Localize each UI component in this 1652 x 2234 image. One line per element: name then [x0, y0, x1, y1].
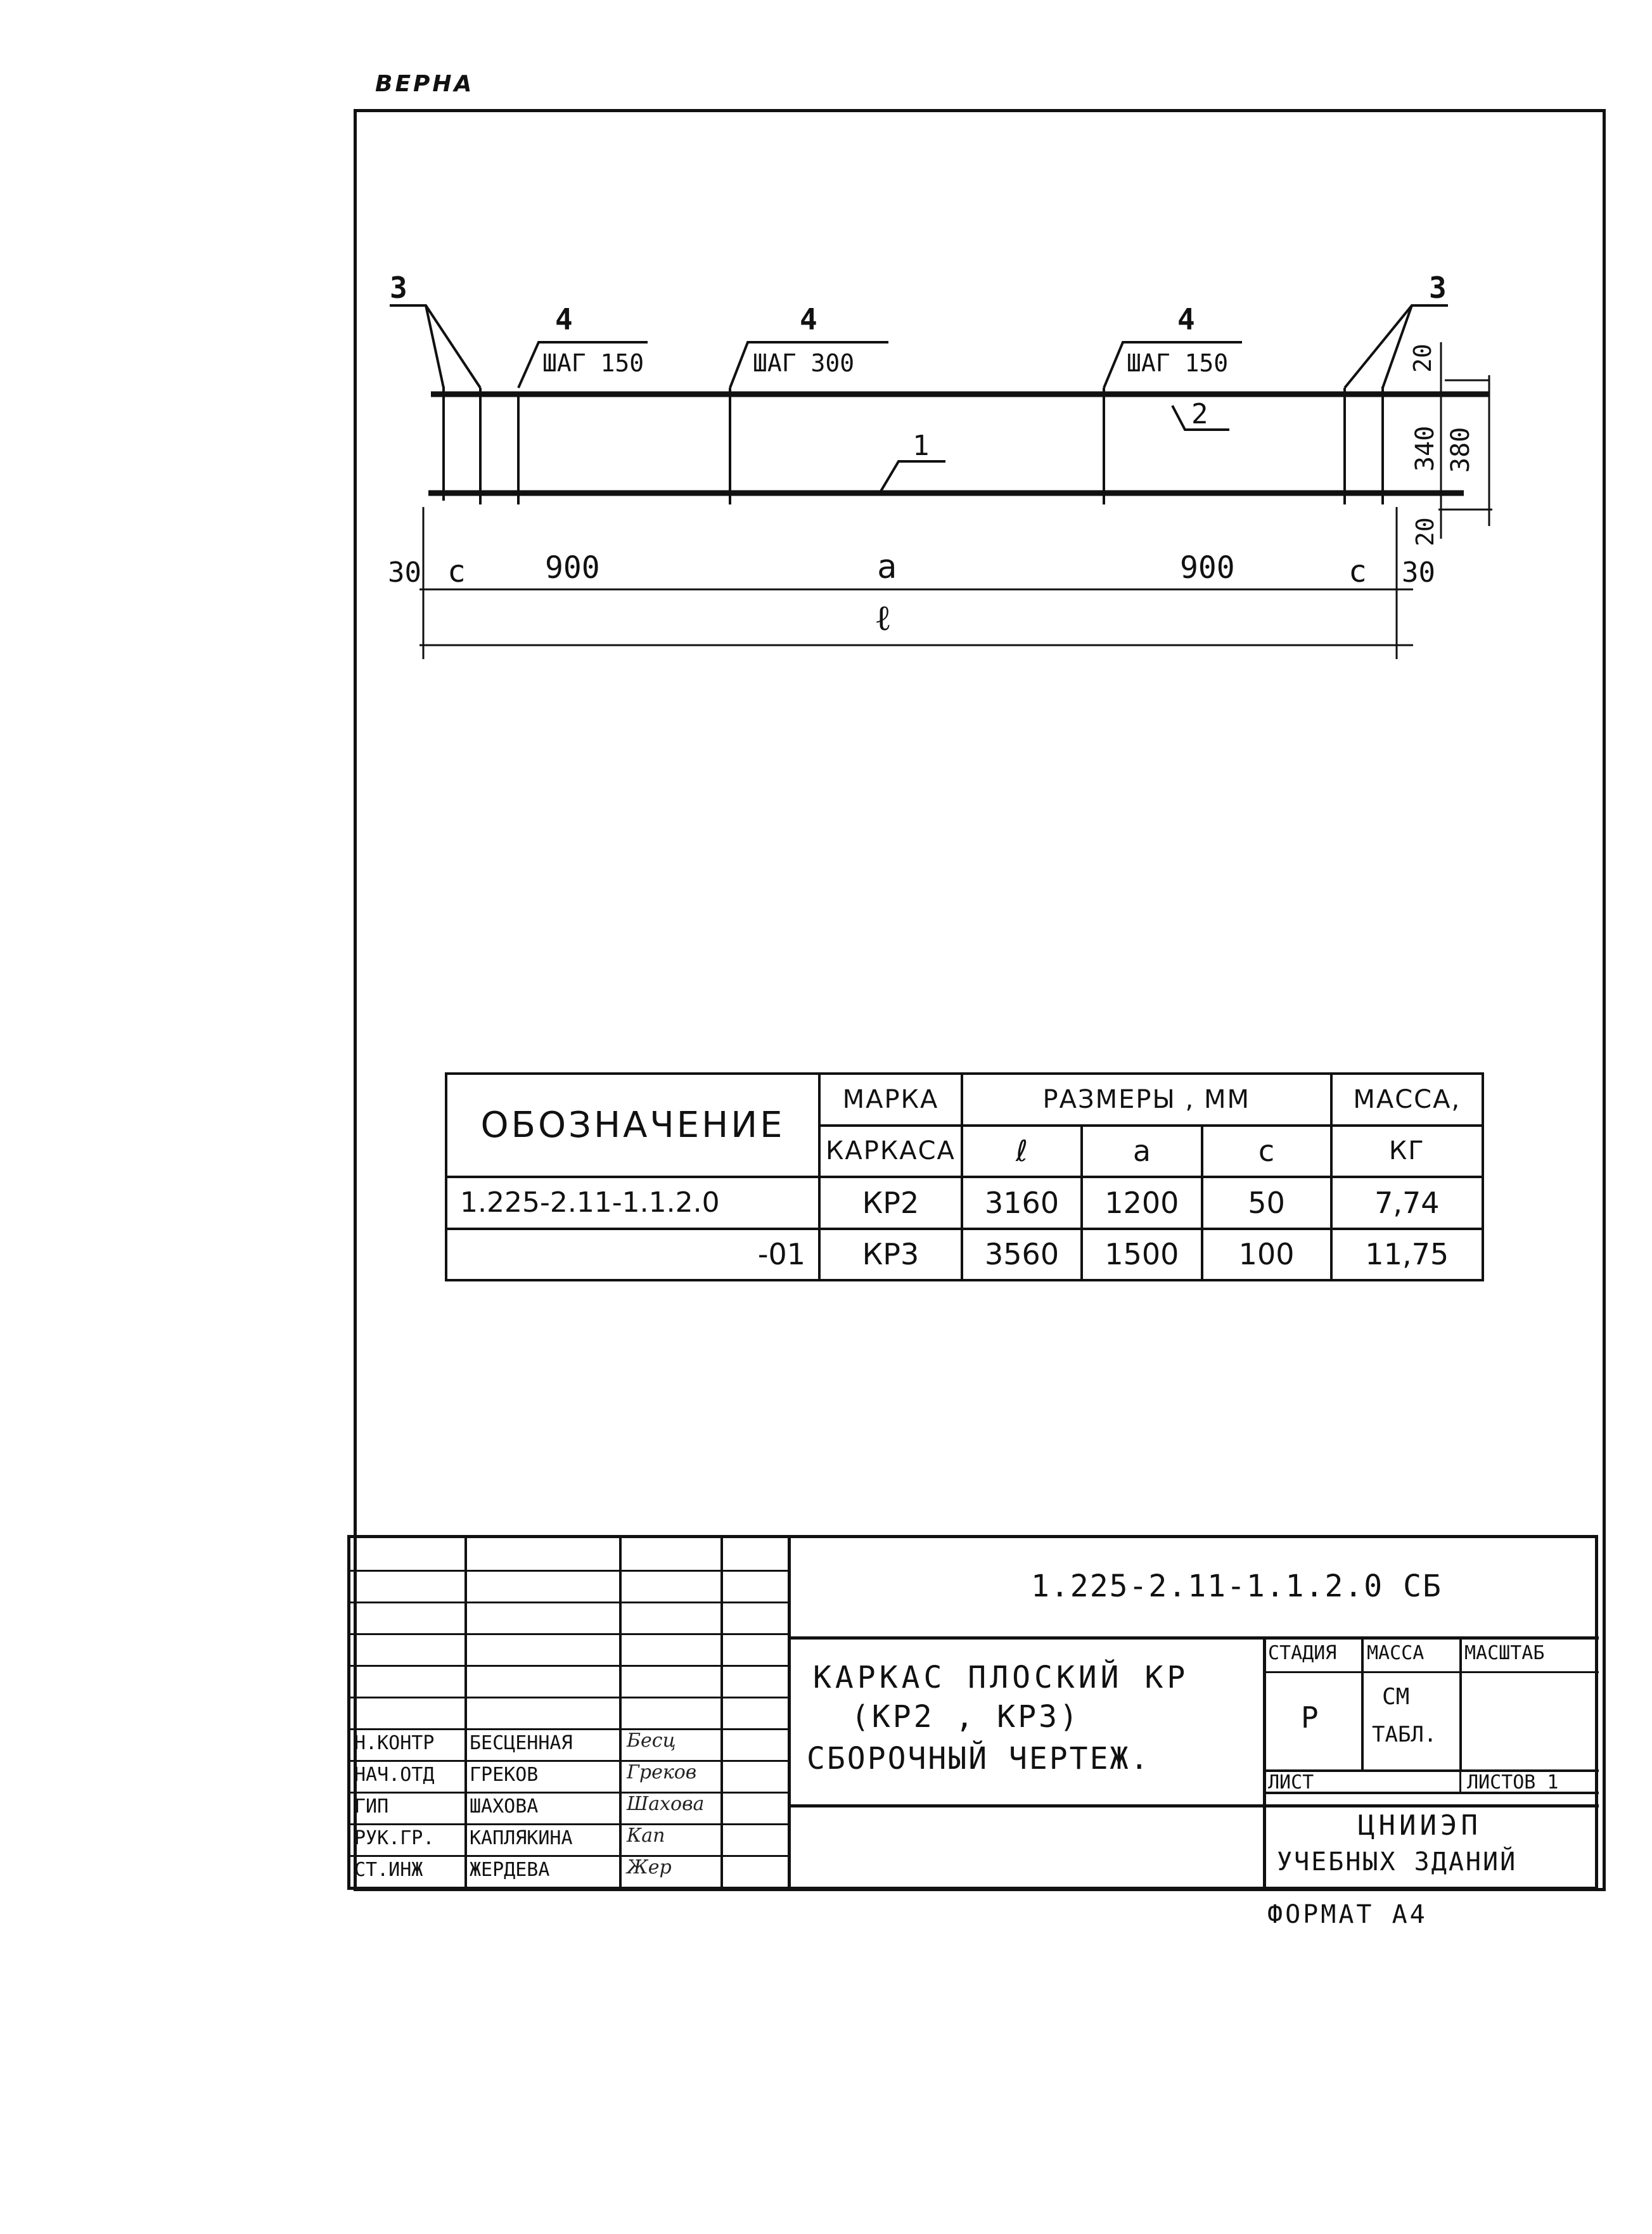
staff-name: ШАХОВА: [470, 1795, 539, 1818]
table-row: [446, 1229, 1483, 1281]
header-a: а: [1082, 1126, 1201, 1178]
dim-end-left: 30: [388, 556, 421, 589]
format-label: ФОРМАТ А4: [1267, 1900, 1428, 1929]
sheet-label: ЛИСТ: [1268, 1771, 1314, 1794]
header-mass-2: КГ: [1331, 1126, 1483, 1178]
dim-end-right: 30: [1402, 556, 1435, 589]
org-line-1: ЦНИИЭП: [1358, 1809, 1482, 1842]
header-mass-1: МАССА,: [1331, 1074, 1483, 1126]
callout-note-c: ШАГ 150: [1127, 349, 1229, 377]
dim-seg-left: 900: [545, 550, 600, 586]
callout-note-b: ШАГ 300: [753, 349, 855, 377]
staff-role: РУК.ГР.: [354, 1827, 435, 1849]
cell-mass: 11,75: [1331, 1229, 1483, 1281]
dim-bottom-cover: 20: [1411, 517, 1439, 546]
staff-role: ГИП: [354, 1795, 389, 1818]
stage-value: Р: [1301, 1700, 1319, 1735]
leader-lines: [390, 305, 1448, 491]
dim-seg-right: 900: [1180, 550, 1235, 586]
staff-role: Н.КОНТР: [354, 1732, 435, 1754]
header-l: ℓ: [962, 1126, 1082, 1178]
callout-pos-3-right: 3: [1429, 271, 1447, 305]
callout-pos-4-b: 4: [800, 302, 817, 337]
cell-mark: КР2: [819, 1177, 962, 1229]
cell-a: 1200: [1082, 1177, 1201, 1229]
header-sizes: РАЗМЕРЫ , ММ: [962, 1074, 1331, 1126]
stamp-verna: ВЕРНА: [375, 71, 475, 97]
staff-name: ГРЕКОВ: [470, 1764, 539, 1786]
assembly-drawing: [0, 0, 1652, 761]
mass-label: МАССА: [1367, 1642, 1425, 1664]
callout-note-a: ШАГ 150: [542, 349, 644, 377]
doc-code: 1.225-2.11-1.1.2.0 СБ: [1031, 1569, 1442, 1604]
dim-c-right: с: [1348, 554, 1367, 589]
cell-designation: 1.225-2.11-1.1.2.0: [446, 1177, 819, 1229]
staff-name: ЖЕРДЕВА: [470, 1859, 550, 1881]
org-line-2: УЧЕБНЫХ ЗДАНИЙ: [1277, 1847, 1518, 1877]
cell-mass: 7,74: [1331, 1177, 1483, 1229]
cell-designation: -01: [446, 1229, 819, 1281]
callout-pos-4-a: 4: [555, 302, 573, 337]
cell-l: 3560: [962, 1229, 1082, 1281]
staff-role: СТ.ИНЖ: [354, 1859, 423, 1881]
staff-name: КАПЛЯКИНА: [470, 1827, 573, 1849]
staff-signature: Кап: [627, 1825, 665, 1847]
cell-a: 1500: [1082, 1229, 1201, 1281]
dim-top-cover: 20: [1409, 343, 1437, 373]
dim-height: 380: [1446, 427, 1475, 473]
header-mark-1: МАРКА: [819, 1074, 962, 1126]
title-line-1: КАРКАС ПЛОСКИЙ КР: [813, 1660, 1189, 1695]
staff-signature: Бесц: [627, 1730, 676, 1752]
title-block: [347, 1535, 1598, 1890]
staff-signature: Греков: [627, 1761, 697, 1783]
cell-c: 100: [1202, 1229, 1331, 1281]
mass-value-2: ТАБЛ.: [1372, 1722, 1437, 1747]
cell-c: 50: [1202, 1177, 1331, 1229]
scale-label: МАСШТАБ: [1464, 1642, 1545, 1664]
table-row: [446, 1177, 1483, 1229]
header-designation: ОБОЗНАЧЕНИЕ: [446, 1074, 819, 1177]
staff-role: НАЧ.ОТД: [354, 1764, 435, 1786]
header-c: с: [1202, 1126, 1331, 1178]
dim-mid: а: [877, 548, 897, 586]
sheets-label: ЛИСТОВ 1: [1467, 1771, 1559, 1794]
dim-inner: 340: [1411, 425, 1440, 472]
staff-signature: Жер: [627, 1856, 672, 1878]
dim-total: ℓ: [874, 598, 892, 639]
cell-l: 3160: [962, 1177, 1082, 1229]
staff-name: БЕСЦЕННАЯ: [470, 1732, 573, 1754]
title-line-3: СБОРОЧНЫЙ ЧЕРТЕЖ.: [807, 1741, 1151, 1776]
callout-pos-4-c: 4: [1177, 302, 1195, 337]
staff-signature: Шахова: [627, 1793, 705, 1815]
header-mark-2: КАРКАСА: [819, 1126, 962, 1178]
dimension-lines: [419, 342, 1492, 659]
callout-pos-3-left: 3: [390, 271, 407, 305]
cell-mark: КР3: [819, 1229, 962, 1281]
title-line-2: (КР2 , КР3): [851, 1699, 1080, 1735]
stage-label: СТАДИЯ: [1268, 1642, 1337, 1664]
mass-value-1: СМ: [1382, 1684, 1410, 1710]
callout-pos-1: 1: [912, 430, 930, 462]
callout-pos-2: 2: [1191, 398, 1208, 430]
dim-c-left: с: [447, 554, 466, 589]
frames-table: [445, 1072, 1484, 1281]
